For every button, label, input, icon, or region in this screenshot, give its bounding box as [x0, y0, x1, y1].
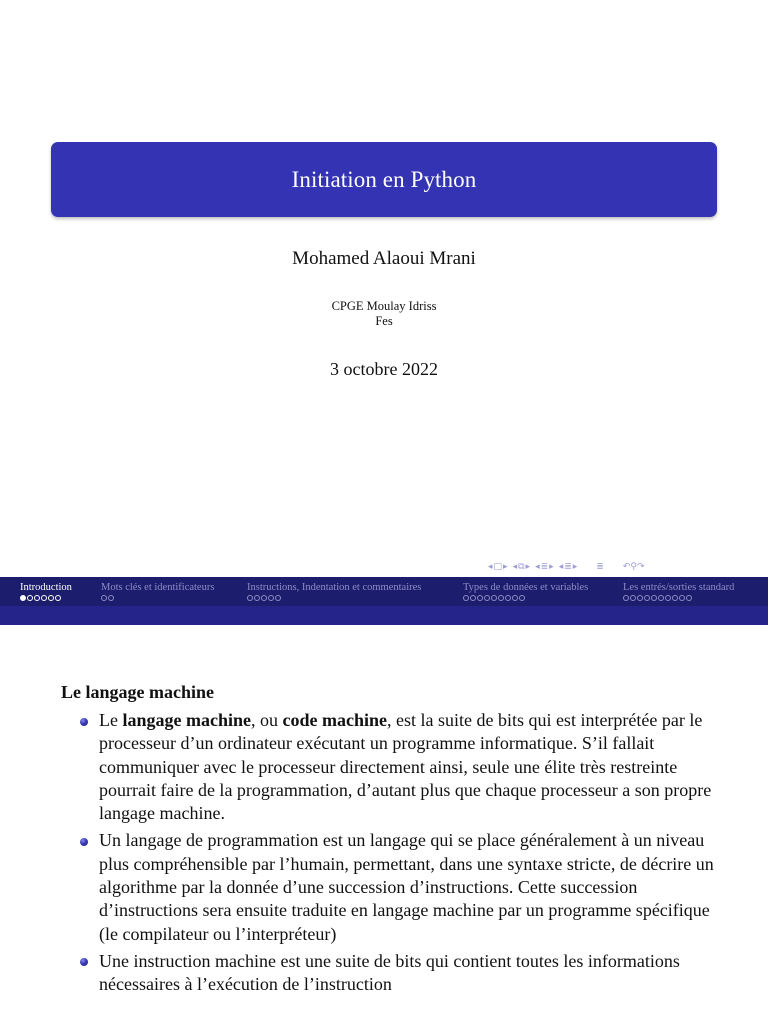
frame-icon[interactable]: □: [493, 562, 503, 572]
nav-section-label: Types de données et variables: [463, 582, 589, 593]
frame-dot[interactable]: [630, 595, 636, 601]
bullet-ball-icon: [80, 838, 88, 846]
section-navigation-bar: [0, 577, 768, 606]
presentation-title: Initiation en Python: [291, 166, 477, 192]
frame-dot[interactable]: [686, 595, 692, 601]
bullet-item: [80, 950, 720, 997]
document-icon[interactable]: ≣: [564, 562, 572, 572]
bullet-text: [99, 951, 680, 994]
block-title: Le langage machine: [61, 682, 214, 702]
text-run: Une instruction machine est une suite de bits qui contient toutes les informations nécessaires à l’exécution de l’instruction: [99, 950, 680, 995]
bold-term: code machine: [282, 710, 387, 730]
bold-term: langage machine: [122, 710, 251, 730]
nav-section-introduction[interactable]: [20, 581, 72, 601]
nav-section-label: Introduction: [20, 582, 72, 593]
nav-section-label: Mots clés et identificateurs: [101, 582, 215, 593]
bullet-item: [80, 829, 720, 945]
document-prev-arrow-icon[interactable]: ◂: [558, 562, 564, 572]
subsection-prev-arrow-icon[interactable]: ◂: [512, 562, 518, 572]
frame-dot[interactable]: [463, 595, 469, 601]
institute: [0, 299, 768, 329]
frame-dot[interactable]: [623, 595, 629, 601]
beamer-navigation-symbols: [488, 559, 645, 575]
bullet-ball-icon: [80, 718, 88, 726]
frame-dot[interactable]: [268, 595, 274, 601]
frame-dot[interactable]: [48, 595, 54, 601]
frame-dots: [463, 595, 588, 601]
document-navigation: [559, 559, 578, 575]
section-navigation: [535, 559, 554, 575]
nav-section-types[interactable]: [463, 581, 588, 601]
frame-dot[interactable]: [505, 595, 511, 601]
appendix-icon[interactable]: ≣: [596, 562, 604, 572]
frame-dot[interactable]: [20, 595, 26, 601]
nav-section-instructions[interactable]: [247, 581, 421, 601]
frame-next-arrow-icon[interactable]: ▸: [503, 562, 508, 572]
frame-dot[interactable]: [644, 595, 650, 601]
text-run: , est la suite de bits qui est interprétée par le processeur d’un ordinateur exécutant un programme informatique. S’il fallait communiquer avec le processeur directement ainsi, seule une élite très restreinte pourrait faire de la programmation, d’autant plus que chaque processeur a son propre langage machine.: [99, 710, 712, 824]
frame-dots: [623, 595, 734, 601]
section-prev-arrow-icon[interactable]: ◂: [535, 562, 540, 572]
frame-dot[interactable]: [665, 595, 671, 601]
author-name: Mohamed Alaoui Mrani: [292, 248, 476, 269]
institute-line-2: Fes: [375, 314, 393, 328]
frame-dots: [101, 595, 214, 601]
bullet-text: [99, 710, 711, 823]
frame-dot[interactable]: [491, 595, 497, 601]
frame-dot[interactable]: [477, 595, 483, 601]
frame-dot[interactable]: [637, 595, 643, 601]
frame-dot[interactable]: [34, 595, 40, 601]
frame-navigation: [488, 559, 508, 575]
bullet-item: [80, 709, 720, 825]
text-run: , ou: [250, 710, 283, 730]
frame-dot[interactable]: [519, 595, 525, 601]
frame-dot[interactable]: [27, 595, 33, 601]
section-icon[interactable]: ≣: [540, 562, 549, 572]
frame-dot[interactable]: [484, 595, 490, 601]
frame-dot[interactable]: [275, 595, 281, 601]
frame-dot[interactable]: [672, 595, 678, 601]
bullet-ball-icon: [80, 958, 88, 966]
frame-dot[interactable]: [651, 595, 657, 601]
frame-dot[interactable]: [55, 595, 61, 601]
frame-dot[interactable]: [658, 595, 664, 601]
bullet-list: [80, 709, 720, 1001]
frame-dot[interactable]: [679, 595, 685, 601]
frame-dot[interactable]: [498, 595, 504, 601]
bullet-text: [99, 830, 714, 943]
frame-dot[interactable]: [254, 595, 260, 601]
frame-dot[interactable]: [41, 595, 47, 601]
frame-dots: [247, 595, 421, 601]
frame-prev-arrow-icon[interactable]: ◂: [488, 562, 493, 572]
content-slide: [0, 625, 768, 1024]
frame-dot[interactable]: [512, 595, 518, 601]
nav-section-label: Instructions, Indentation et commentaires: [247, 582, 422, 593]
nav-section-label: Les entrés/sorties standard: [623, 582, 735, 593]
navigation-bar-footer: [0, 606, 768, 625]
frame-dots: [20, 595, 72, 601]
nav-section-entrees-sorties[interactable]: [623, 581, 734, 601]
nav-section-mots-cles[interactable]: [101, 581, 214, 601]
frame-dot[interactable]: [261, 595, 267, 601]
frame-dot[interactable]: [247, 595, 253, 601]
section-next-arrow-icon[interactable]: ▸: [549, 562, 554, 572]
subsection-navigation: [513, 559, 531, 575]
text-run: Le: [99, 710, 123, 730]
frame-dot[interactable]: [108, 595, 114, 601]
frame-dot[interactable]: [101, 595, 107, 601]
subsection-icon[interactable]: ⧉: [518, 562, 525, 572]
institute-line-1: CPGE Moulay Idriss: [331, 299, 437, 313]
subsection-next-arrow-icon[interactable]: ▸: [525, 562, 531, 572]
search-back-forward-icon[interactable]: ↶⚲↷: [622, 562, 645, 572]
document-next-arrow-icon[interactable]: ▸: [572, 562, 578, 572]
presentation-date: 3 octobre 2022: [330, 359, 438, 379]
title-box: [51, 142, 717, 217]
text-run: Un langage de programmation est un langage qui se place généralement à un niveau plus compréhensible par l’humain, permettant, dans une syntaxe stricte, de décrire un algorithme par la donnée d’une succession d’instructions. Cette succession d’instructions sera ensuite traduite en langage machine par un programme spécifique (le compilateur ou l’interpréteur): [99, 830, 714, 944]
frame-dot[interactable]: [470, 595, 476, 601]
